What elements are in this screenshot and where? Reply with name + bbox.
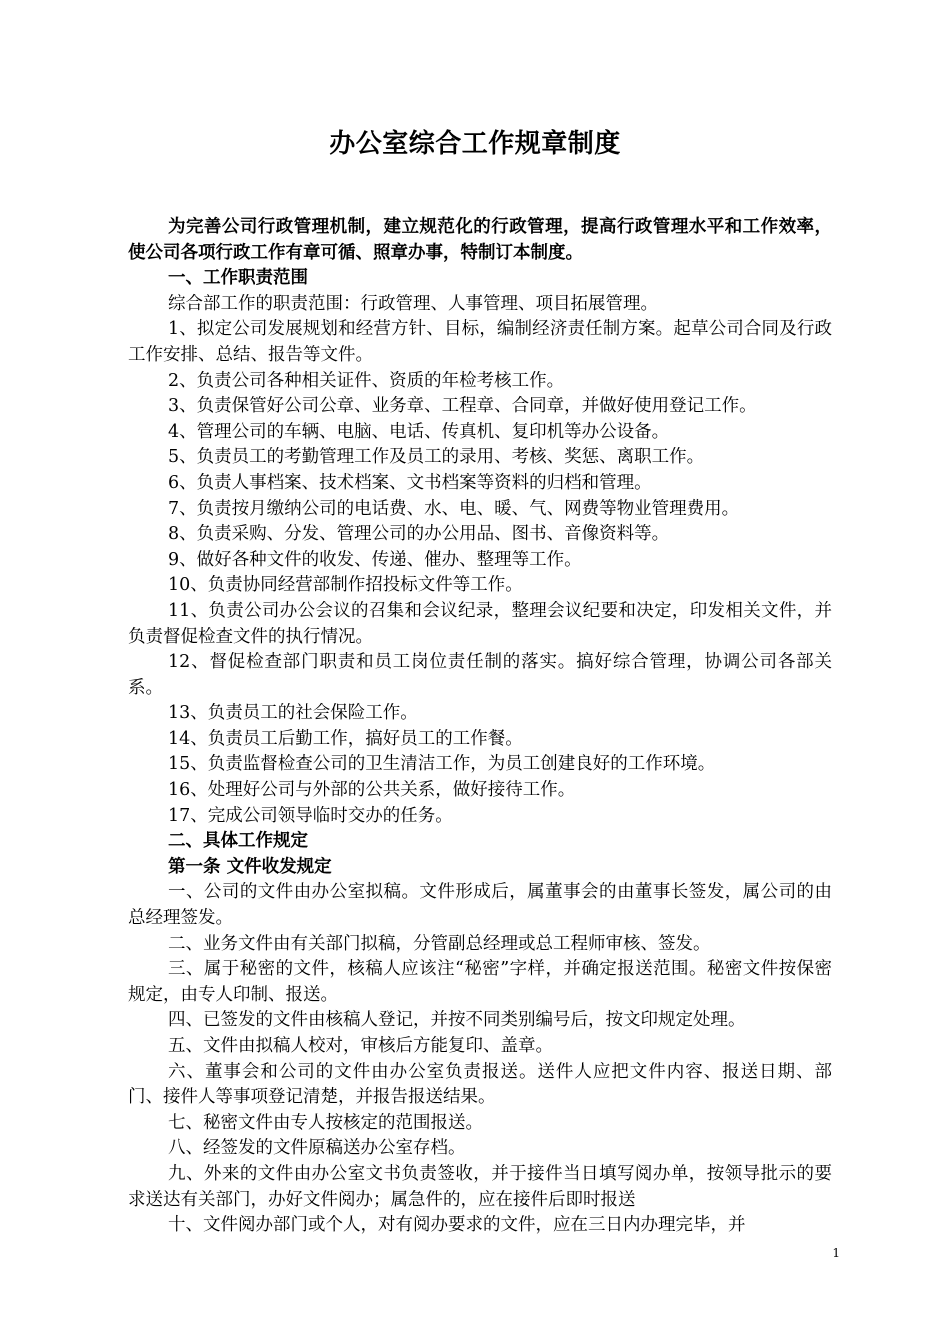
document-body — [128, 215, 832, 1239]
paragraph: 1、拟定公司发展规划和经营方针、目标，编制经济责任制方案。起草公司合同及行政工作安排、总结、报告等文件。 — [128, 319, 832, 365]
paragraph: 九、外来的文件由办公室文书负责签收，并于接件当日填写阅办单，按领导批示的要求送达有关部门，办好文件阅办；属急件的，应在接件后即时报送 — [128, 1163, 832, 1210]
paragraph: 15、负责监督检查公司的卫生清洁工作，为员工创建良好的工作环境。 — [168, 754, 716, 775]
paragraph: 4、管理公司的车辆、电脑、电话、传真机、复印机等办公设备。 — [168, 421, 670, 442]
paragraph: 十、文件阅办部门或个人，对有阅办要求的文件，应在三日内办理完毕，并 — [168, 1215, 746, 1236]
paragraph: 二、业务文件由有关部门拟稿，分管副总经理或总工程师审核、签发。 — [168, 933, 711, 954]
section-heading: 二、具体工作规定 — [168, 831, 308, 852]
paragraph: 11、负责公司办公会议的召集和会议纪录，整理会议纪要和决定，印发相关文件，并负责督促检查文件的执行情况。 — [128, 600, 832, 647]
paragraph: 六、董事会和公司的文件由办公室负责报送。送件人应把文件内容、报送日期、部门、接件人等事项登记清楚，并报告报送结果。 — [128, 1061, 832, 1108]
paragraph: 五、文件由拟稿人校对，审核后方能复印、盖章。 — [168, 1036, 553, 1056]
paragraph: 3、负责保管好公司公章、业务章、工程章、合同章，并做好使用登记工作。 — [168, 396, 757, 417]
paragraph: 17、完成公司领导临时交办的任务。 — [168, 805, 453, 826]
document-title: 办公室综合工作规章制度 — [329, 129, 621, 159]
paragraph: 6、负责人事档案、技术档案、文书档案等资料的归档和管理。 — [168, 472, 652, 493]
paragraph: 9、做好各种文件的收发、传递、催办、整理等工作。 — [168, 549, 582, 570]
paragraph: 综合部工作的职责范围：行政管理、人事管理、项目拓展管理。 — [168, 293, 658, 314]
paragraph: 5、负责员工的考勤管理工作及员工的录用、考核、奖惩、离职工作。 — [168, 447, 705, 468]
paragraph: 14、负责员工后勤工作，搞好员工的工作餐。 — [168, 728, 523, 749]
paragraph: 七、秘密文件由专人按核定的范围报送。 — [168, 1112, 483, 1133]
paragraph: 八、经签发的文件原稿送办公室存档。 — [168, 1138, 466, 1159]
section-heading: 为完善公司行政管理机制，建立规范化的行政管理，提高行政管理水平和工作效率，使公司各项行政工作有章可循、照章办事，特制订本制度。 — [128, 217, 832, 263]
paragraph: 三、属于秘密的文件，核稿人应该注“秘密”字样，并确定报送范围。秘密文件按保密规定，由专人印制、报送。 — [128, 959, 832, 1005]
paragraph: 12、督促检查部门职责和员工岗位责任制的落实。搞好综合管理，协调公司各部关系。 — [128, 652, 832, 698]
paragraph: 2、负责公司各种相关证件、资质的年检考核工作。 — [168, 370, 565, 391]
page-number: 1 — [832, 1246, 840, 1260]
paragraph: 8、负责采购、分发、管理公司的办公用品、图书、音像资料等。 — [168, 524, 670, 545]
section-heading: 第一条 文件收发规定 — [168, 856, 332, 877]
paragraph: 一、公司的文件由办公室拟稿。文件形成后，属董事会的由董事长签发，属公司的由总经理签发。 — [128, 882, 832, 929]
section-heading: 一、工作职责范围 — [168, 268, 308, 289]
paragraph: 13、负责员工的社会保险工作。 — [168, 703, 418, 724]
paragraph: 四、已签发的文件由核稿人登记，并按不同类别编号后，按文印规定处理。 — [168, 1010, 746, 1031]
paragraph: 7、负责按月缴纳公司的电话费、水、电、暖、气、网费等物业管理费用。 — [168, 498, 740, 519]
paragraph: 16、处理好公司与外部的公共关系，做好接待工作。 — [168, 780, 576, 801]
paragraph: 10、负责协同经营部制作招投标文件等工作。 — [168, 575, 523, 596]
